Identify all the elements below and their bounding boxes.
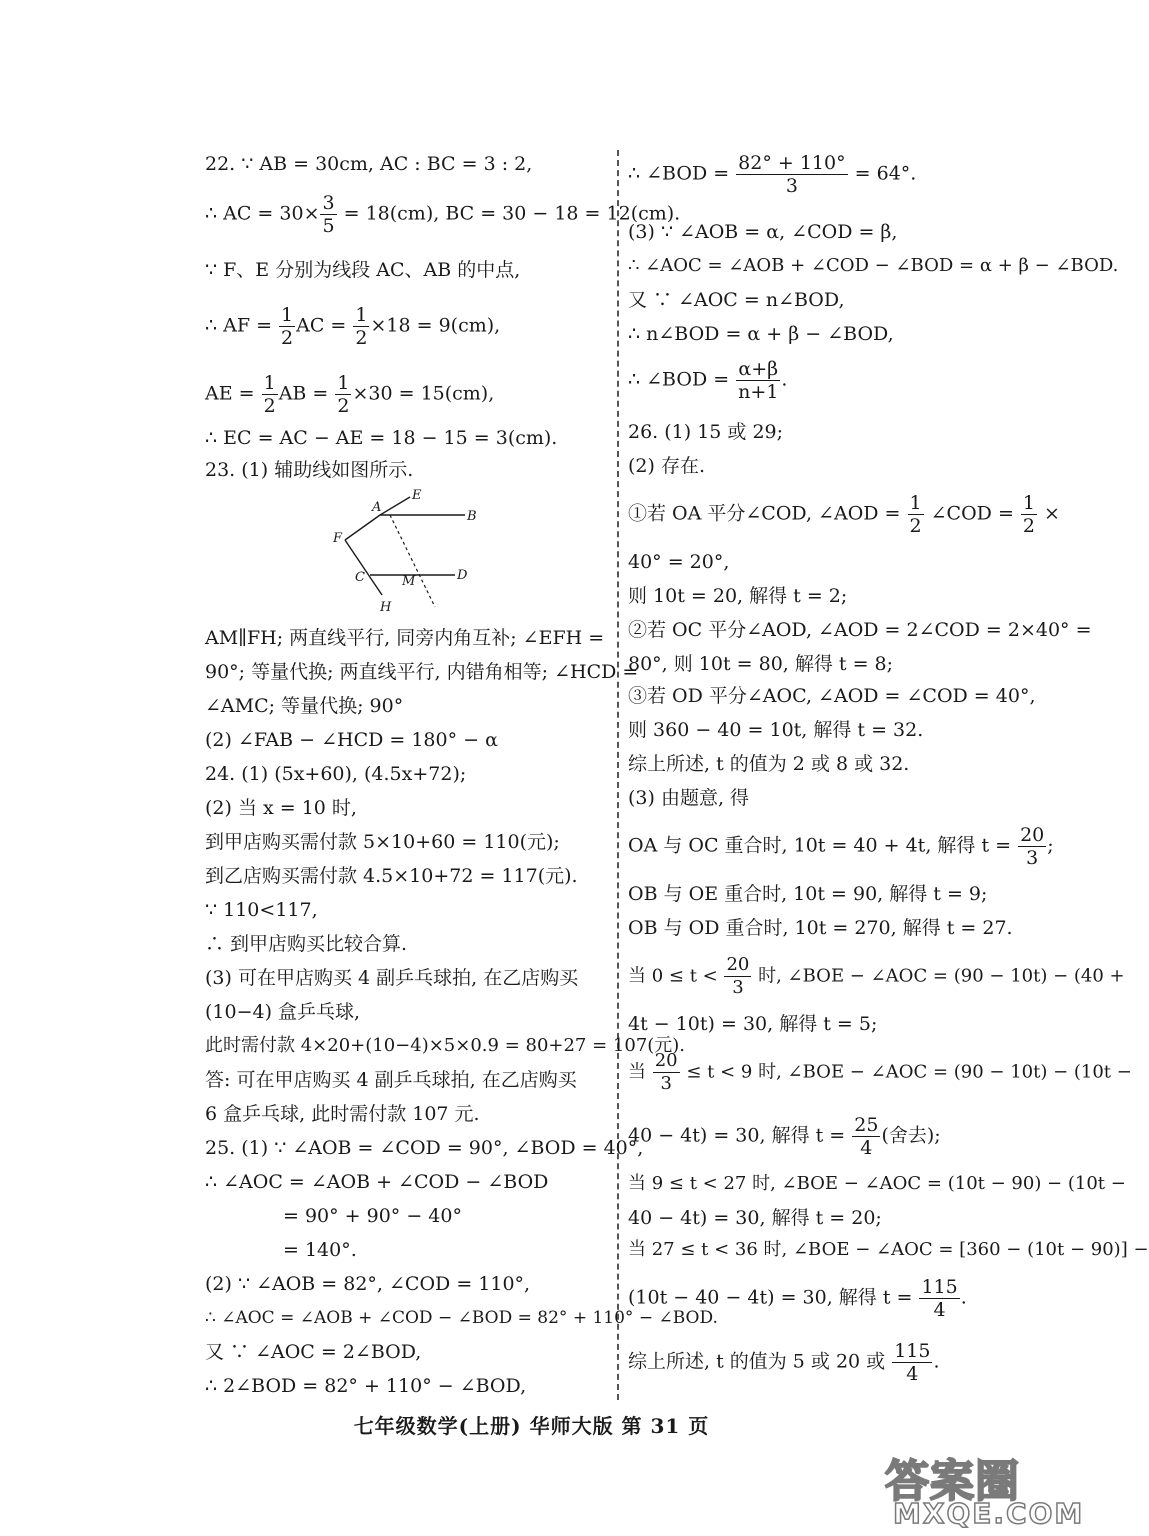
q24-line7: (3) 可在甲店购买 4 副乒乓球拍, 在乙店购买 — [205, 967, 579, 989]
label-m: M — [402, 574, 416, 589]
label-b: B — [467, 509, 477, 524]
label-d: D — [457, 568, 468, 583]
q26-line6: ②若 OC 平分∠AOD, ∠AOD = 2∠COD = 2×40° = — [628, 619, 1092, 641]
q26-line13: OB 与 OE 重合时, 10t = 90, 解得 t = 9; — [628, 883, 988, 905]
column-divider — [617, 150, 619, 1400]
q24-line10: 答: 可在甲店购买 4 副乒乓球拍, 在乙店购买 — [205, 1069, 577, 1091]
geometry-figure — [330, 485, 480, 615]
fraction: $\frac{20}{3}$ — [726, 954, 750, 998]
q25-line11: ∴ ∠AOC = ∠AOB + ∠COD − ∠BOD = α + β − ∠BOD. — [628, 255, 1119, 276]
fraction: $\frac{1}{2}$ — [1022, 492, 1035, 537]
label-f: F — [333, 531, 343, 546]
fraction: $\frac{115}{4}$ — [921, 1276, 958, 1321]
q26-line16: 4t − 10t) = 30, 解得 t = 5; — [628, 1013, 878, 1035]
fraction: $\frac{20}{3}$ — [1020, 824, 1045, 869]
q26-line19: 当 9 ≤ t < 27 时, ∠BOE − ∠AOC = (10t − 90) − (10t − — [628, 1173, 1126, 1194]
fraction: $\frac{1}{2}$ — [281, 304, 294, 349]
q25-line1: 25. (1) ∵ ∠AOB = ∠COD = 90°, ∠BOD = 40°, — [205, 1137, 644, 1159]
q26-line12: OA 与 OC 重合时, 10t = 40 + 4t, 解得 t = $\frac{20}{3}$ ; — [628, 824, 1054, 869]
q22-line6: ∴ EC = AC − AE = 18 − 15 = 3(cm). — [205, 427, 558, 449]
q25-line7: 又 ∵ ∠AOC = 2∠BOD, — [205, 1341, 422, 1363]
fraction: $\frac{115}{4}$ — [894, 1340, 931, 1385]
q22-line5: AE = $\frac{1}{2}$ AB = $\frac{1}{2}$ ×30 = 15(cm), — [205, 372, 495, 417]
q26-line4: 40° = 20°, — [628, 551, 730, 573]
q24-line3: 到甲店购买需付款 5×10+60 = 110(元); — [205, 831, 560, 853]
q25-line4: = 140°. — [283, 1239, 357, 1261]
q26-line8: ③若 OD 平分∠AOC, ∠AOD = ∠COD = 40°, — [628, 685, 1036, 707]
q24-line6: ∴ 到甲店购买比较合算. — [205, 933, 408, 955]
q23-line2: AM∥FH; 两直线平行, 同旁内角互补; ∠EFH = — [205, 627, 605, 649]
q26-line5: 则 10t = 20, 解得 t = 2; — [628, 585, 848, 607]
q25-line3: = 90° + 90° − 40° — [283, 1205, 462, 1227]
q23-line3: 90°; 等量代换; 两直线平行, 内错角相等; ∠HCD = — [205, 661, 639, 683]
q24-line1: 24. (1) (5x+60), (4.5x+72); — [205, 763, 467, 785]
q24-line5: ∵ 110<117, — [205, 899, 318, 921]
q26-line20: 40 − 4t) = 30, 解得 t = 20; — [628, 1207, 882, 1229]
q22-line1: 22. ∵ AB = 30cm, AC : BC = 3 : 2, — [205, 153, 533, 175]
q24-line4: 到乙店购买需付款 4.5×10+72 = 117(元). — [205, 865, 578, 887]
q25-line5: (2) ∵ ∠AOB = 82°, ∠COD = 110°, — [205, 1273, 531, 1295]
q26-line1: 26. (1) 15 或 29; — [628, 421, 784, 443]
q22-line3: ∵ F、E 分别为线段 AC、AB 的中点, — [205, 259, 521, 281]
q24-line2: (2) 当 x = 10 时, — [205, 797, 357, 819]
q24-line11: 6 盒乒乓球, 此时需付款 107 元. — [205, 1103, 480, 1125]
watermark-top: 答案圈 — [885, 1456, 1020, 1507]
q26-line23: 综上所述, t 的值为 5 或 20 或 $\frac{115}{4}$ . — [628, 1340, 940, 1385]
q24-line9: 此时需付款 4×20+(10−4)×5×0.9 = 80+27 = 107(元). — [205, 1035, 686, 1056]
fraction: $\frac{1}{2}$ — [355, 304, 368, 349]
fraction: $\frac{25}{4}$ — [854, 1114, 879, 1159]
q26-line9: 则 360 − 40 = 10t, 解得 t = 32. — [628, 719, 924, 741]
fraction: $\frac{\alpha+\beta}{n+1}$ — [738, 358, 779, 403]
q26-line3: ①若 OA 平分∠COD, ∠AOD = $\frac{1}{2}$ ∠COD = $\frac{1}{2}$ × — [628, 492, 1060, 537]
q26-line18: 40 − 4t) = 30, 解得 t = $\frac{25}{4}$ (舍去); — [628, 1114, 941, 1159]
fraction: $\frac{1}{2}$ — [909, 492, 922, 537]
q26-line14: OB 与 OD 重合时, 10t = 270, 解得 t = 27. — [628, 917, 1013, 939]
fraction: $\frac{1}{2}$ — [263, 372, 276, 417]
q25-line10: (3) ∵ ∠AOB = α, ∠COD = β, — [628, 221, 898, 243]
q25-line12: 又 ∵ ∠AOC = n∠BOD, — [628, 289, 845, 311]
fraction: $\frac{20}{3}$ — [654, 1050, 678, 1094]
q26-line21: 当 27 ≤ t < 36 时, ∠BOE − ∠AOC = [360 − (10t − 90)] − — [628, 1239, 1149, 1260]
q24-line8: (10−4) 盒乒乓球, — [205, 1001, 361, 1023]
label-e: E — [412, 488, 422, 503]
label-c: C — [355, 570, 365, 585]
q25-line8: ∴ 2∠BOD = 82° + 110° − ∠BOD, — [205, 1375, 527, 1397]
q23-line5: (2) ∠FAB − ∠HCD = 180° − α — [205, 729, 498, 751]
q26-line11: (3) 由题意, 得 — [628, 787, 750, 809]
q25-line9: ∴ ∠BOD = $\frac{82^\circ + 110^\circ}{3}$ = 64°. — [628, 152, 917, 197]
fraction: $\frac{3}{5}$ — [322, 192, 335, 237]
q25-line14: ∴ ∠BOD = $\frac{\alpha+\beta}{n+1}$ . — [628, 358, 788, 403]
q25-line2: ∴ ∠AOC = ∠AOB + ∠COD − ∠BOD — [205, 1171, 549, 1193]
watermark-bottom: MXQE.COM — [893, 1497, 1085, 1530]
q25-line13: ∴ n∠BOD = α + β − ∠BOD, — [628, 323, 894, 345]
q26-line22: (10t − 40 − 4t) = 30, 解得 t = $\frac{115}{4}$ . — [628, 1276, 967, 1321]
q22-line2: ∴ AC = 30× $\frac{3}{5}$ = 18(cm), BC = 30 − 18 = 12(cm). — [205, 192, 681, 237]
q26-line7: 80°, 则 10t = 80, 解得 t = 8; — [628, 653, 894, 675]
q26-line10: 综上所述, t 的值为 2 或 8 或 32. — [628, 753, 910, 775]
q22-line4: ∴ AF = $\frac{1}{2}$ AC = $\frac{1}{2}$ ×18 = 9(cm), — [205, 304, 501, 349]
label-h: H — [380, 600, 392, 615]
q26-line2: (2) 存在. — [628, 455, 705, 477]
q26-line17: 当 $\frac{20}{3}$ ≤ t < 9 时, ∠BOE − ∠AOC = (90 − 10t) − (10t − — [628, 1050, 1132, 1094]
fraction: $\frac{82^\circ + 110^\circ}{3}$ — [738, 152, 846, 197]
q23-line4: ∠AMC; 等量代换; 90° — [205, 695, 404, 717]
label-a: A — [372, 500, 382, 515]
fraction: $\frac{1}{2}$ — [337, 372, 350, 417]
q25-line6: ∴ ∠AOC = ∠AOB + ∠COD − ∠BOD = 82° + 110° − ∠BOD. — [205, 1308, 718, 1328]
page-footer: 七年级数学(上册) 华师大版 第 31 页 — [353, 1414, 710, 1438]
watermark-logo — [885, 1445, 1085, 1530]
q26-line15: 当 0 ≤ t < $\frac{20}{3}$ 时, ∠BOE − ∠AOC = (90 − 10t) − (40 + — [628, 954, 1125, 998]
q23-line1: 23. (1) 辅助线如图所示. — [205, 459, 414, 481]
